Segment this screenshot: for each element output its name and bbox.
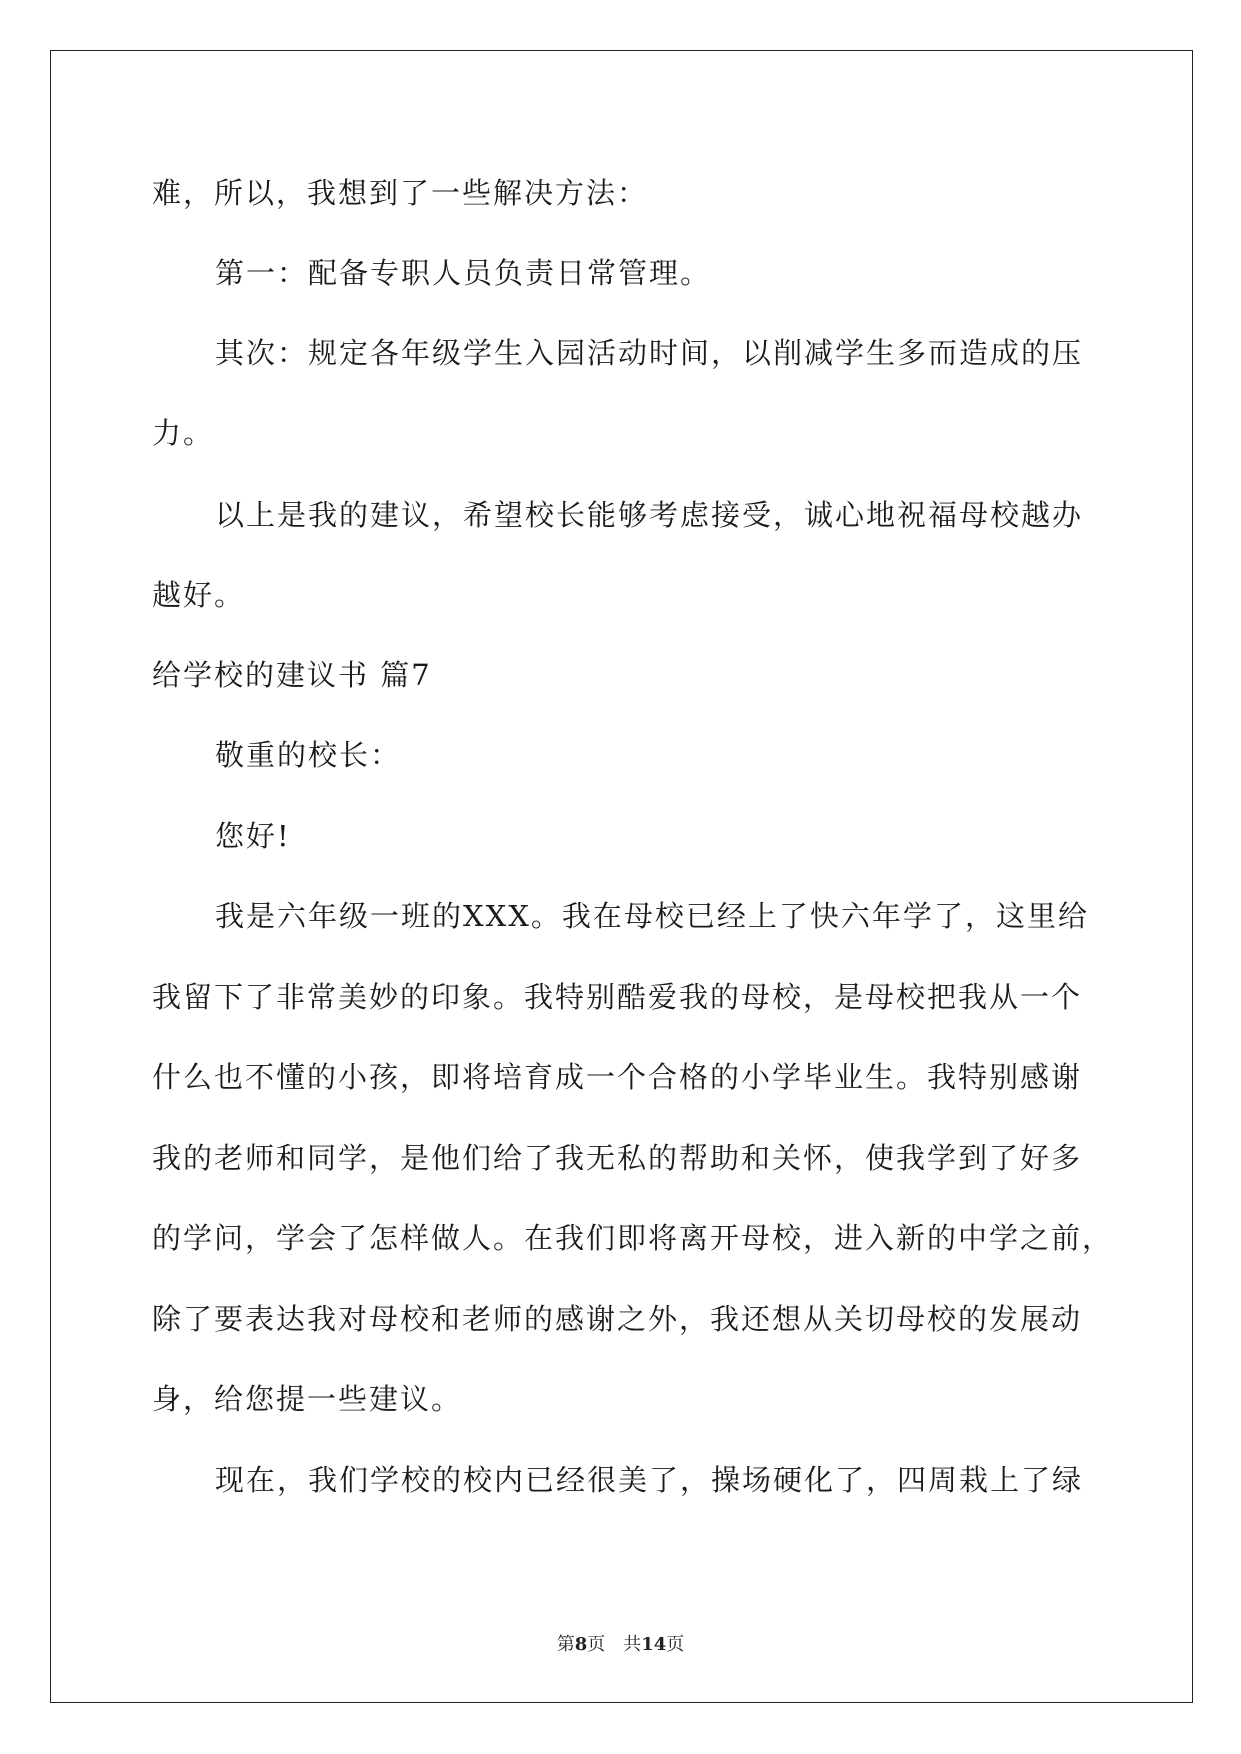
text-line: 身，给您提一些建议。 bbox=[152, 1382, 463, 1416]
footer-middle: 页 共 bbox=[587, 1634, 642, 1655]
text-line: 越好。 bbox=[152, 578, 246, 612]
page-footer bbox=[0, 1633, 1241, 1657]
text-line: 力。 bbox=[152, 416, 215, 450]
text-line: 其次：规定各年级学生入园活动时间，以削减学生多而造成的压 bbox=[215, 336, 1084, 370]
text-line: 我的老师和同学，是他们给了我无私的帮助和关怀，使我学到了好多 bbox=[152, 1141, 1083, 1175]
section-heading: 给学校的建议书 篇7 bbox=[152, 658, 432, 692]
text-line: 现在，我们学校的校内已经很美了，操场硬化了，四周栽上了绿 bbox=[215, 1463, 1084, 1497]
text-line: 第一：配备专职人员负责日常管理。 bbox=[215, 256, 712, 290]
salutation: 敬重的校长： bbox=[215, 738, 402, 772]
text-line: 以上是我的建议，希望校长能够考虑接受，诚心地祝福母校越办 bbox=[215, 498, 1084, 532]
text-line: 的学问，学会了怎样做人。在我们即将离开母校，进入新的中学之前， bbox=[152, 1221, 1114, 1255]
text-line: 难，所以，我想到了一些解决方法： bbox=[152, 176, 649, 210]
page-border bbox=[50, 50, 1193, 1703]
text-line: 我留下了非常美妙的印象。我特别酷爱我的母校，是母校把我从一个 bbox=[152, 980, 1083, 1014]
text-line: 什么也不懂的小孩，即将培育成一个合格的小学毕业生。我特别感谢 bbox=[152, 1060, 1083, 1094]
footer-prefix: 第 bbox=[556, 1634, 575, 1655]
current-page-number: 8 bbox=[574, 1634, 588, 1655]
footer-suffix: 页 bbox=[666, 1634, 685, 1655]
greeting: 您好! bbox=[215, 819, 291, 853]
total-pages-number: 14 bbox=[641, 1634, 667, 1655]
text-line: 除了要表达我对母校和老师的感谢之外，我还想从关切母校的发展动 bbox=[152, 1302, 1083, 1336]
text-line: 我是六年级一班的XXX。我在母校已经上了快六年学了，这里给 bbox=[215, 899, 1089, 933]
